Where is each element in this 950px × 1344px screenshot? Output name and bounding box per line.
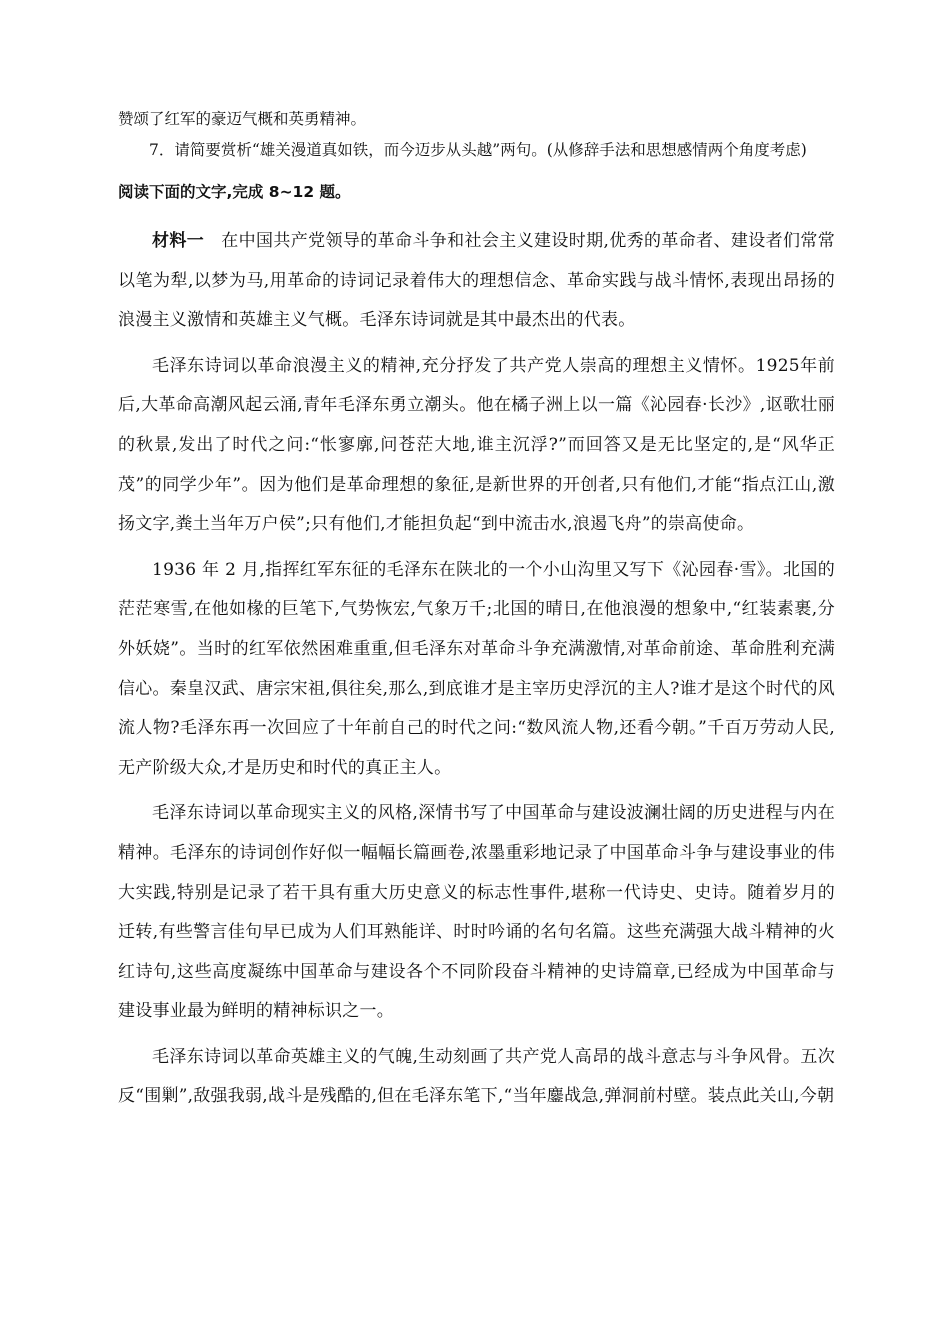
- body-paragraph-4: 毛泽东诗词以革命英雄主义的气魄,生动刻画了共产党人高昂的战斗意志与斗争风骨。五次反“围剿”,敌强我弱,战斗是残酷的,但在毛泽东笔下,“当年鏖战急,弹洞前村壁。装点此关山,今朝: [118, 1046, 835, 1107]
- body-paragraph-2: 1936 年 2 月,指挥红军东征的毛泽东在陕北的一个小山沟里又写下《沁园春·雪》。北国的茫茫寒雪,在他如椽的巨笔下,气势恢宏,气象万千;北国的晴日,在他浪漫的想象中,“红装素裹,分外妖娆”。当时的红军依然困难重重,但毛泽东对革命斗争充满激情,对革命前途、革命胜利充满信心。秦皇汉武、唐宗宋祖,俱往矣,那么,到底谁才是主宰历史浮沉的主人?谁才是这个时代的风流人物?毛泽东再一次回应了十年前自己的时代之问:“数风流人物,还看今朝。”千百万劳动人民,无产阶级大众,才是历史和时代的真正主人。: [118, 559, 835, 778]
- material-1-paragraph: [118, 222, 835, 341]
- body-paragraph-3: 毛泽东诗词以革命现实主义的风格,深情书写了中国革命与建设波澜壮阔的历史进程与内在精神。毛泽东的诗词创作好似一幅幅长篇画卷,浓墨重彩地记录了中国革命斗争与建设事业的伟大实践,特别是记录了若干具有重大历史意义的标志性事件,堪称一代诗史、史诗。随着岁月的迁转,有些警言佳句早已成为人们耳熟能详、时时吟诵的名句名篇。这些充满强大战斗精神的火红诗句,这些高度凝练中国革命与建设各个不同阶段奋斗精神的史诗篇章,已经成为中国革命与建设事业最为鲜明的精神标识之一。: [118, 803, 835, 1022]
- question-7: 7．请简要赏析“雄关漫道真如铁，而今迈步从头越”两句。(从修辞手法和思想感情两个角度考虑): [149, 141, 807, 159]
- document-content: [118, 104, 835, 1123]
- material-1-text: 在中国共产党领导的革命斗争和社会主义建设时期,优秀的革命者、建设者们常常以笔为犁,以梦为马,用革命的诗词记录着伟大的理想信念、革命实践与战斗情怀,表现出昂扬的浪漫主义激情和英雄主义气概。毛泽东诗词就是其中最杰出的代表。: [118, 231, 835, 331]
- material-1-label: 材料一: [152, 231, 205, 251]
- reading-instruction: 阅读下面的文字,完成 8~12 题。: [118, 183, 351, 201]
- previous-answer-tail: 赞颂了红军的豪迈气概和英勇精神。: [118, 110, 367, 128]
- body-paragraph-1: 毛泽东诗词以革命浪漫主义的精神,充分抒发了共产党人崇高的理想主义情怀。1925年前后,大革命高潮风起云涌,青年毛泽东勇立潮头。他在橘子洲上以一篇《沁园春·长沙》,讴歌壮丽的秋景,发出了时代之问:“怅寥廓,问苍茫大地,谁主沉浮?”而回答又是无比坚定的,是“风华正茂”的同学少年”。因为他们是革命理想的象征,是新世界的开创者,只有他们,才能“指点江山,激扬文字,粪土当年万户侯”;只有他们,才能担负起“到中流击水,浪遏飞舟”的崇高使命。: [118, 355, 835, 535]
